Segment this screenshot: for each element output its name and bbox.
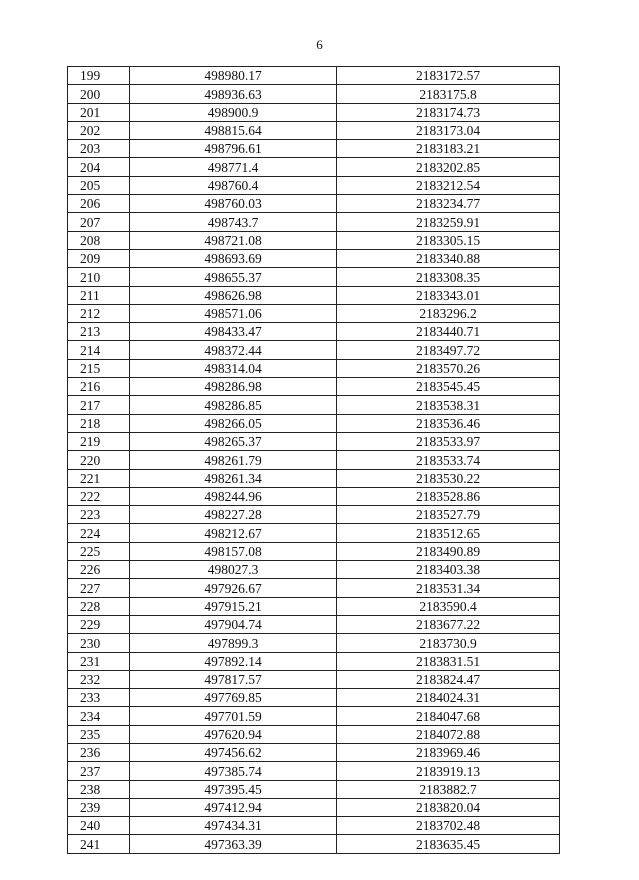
y-coordinate-cell: 2183533.74 [337,451,560,469]
row-number-cell: 235 [68,725,130,743]
row-number-cell: 226 [68,561,130,579]
table-row [68,396,560,414]
table-row [68,176,560,194]
table-row [68,487,560,505]
x-coordinate-cell: 497701.59 [130,707,337,725]
row-number-cell: 230 [68,634,130,652]
table-row [68,798,560,816]
y-coordinate-cell: 2183308.35 [337,268,560,286]
table-row [68,85,560,103]
table-row [68,725,560,743]
x-coordinate-cell: 497395.45 [130,780,337,798]
table-row [68,249,560,267]
y-coordinate-cell: 2183531.34 [337,579,560,597]
table-row [68,414,560,432]
y-coordinate-cell: 2183635.45 [337,835,560,853]
x-coordinate-cell: 498980.17 [130,67,337,85]
table-row [68,634,560,652]
table-row [68,67,560,85]
row-number-cell: 211 [68,286,130,304]
row-number-cell: 203 [68,140,130,158]
y-coordinate-cell: 2183831.51 [337,652,560,670]
x-coordinate-cell: 498286.85 [130,396,337,414]
y-coordinate-cell: 2183202.85 [337,158,560,176]
row-number-cell: 239 [68,798,130,816]
row-number-cell: 236 [68,743,130,761]
y-coordinate-cell: 2183296.2 [337,304,560,322]
y-coordinate-cell: 2184047.68 [337,707,560,725]
y-coordinate-cell: 2183545.45 [337,378,560,396]
row-number-cell: 209 [68,249,130,267]
row-number-cell: 205 [68,176,130,194]
x-coordinate-cell: 498261.79 [130,451,337,469]
row-number-cell: 208 [68,231,130,249]
table-row [68,378,560,396]
row-number-cell: 215 [68,359,130,377]
coordinates-table [67,66,560,854]
y-coordinate-cell: 2183440.71 [337,323,560,341]
x-coordinate-cell: 497769.85 [130,689,337,707]
table-row [68,103,560,121]
x-coordinate-cell: 497412.94 [130,798,337,816]
x-coordinate-cell: 498626.98 [130,286,337,304]
y-coordinate-cell: 2183175.8 [337,85,560,103]
row-number-cell: 240 [68,817,130,835]
row-number-cell: 238 [68,780,130,798]
row-number-cell: 232 [68,670,130,688]
x-coordinate-cell: 497892.14 [130,652,337,670]
row-number-cell: 227 [68,579,130,597]
row-number-cell: 225 [68,542,130,560]
y-coordinate-cell: 2183882.7 [337,780,560,798]
x-coordinate-cell: 498743.7 [130,213,337,231]
x-coordinate-cell: 498796.61 [130,140,337,158]
row-number-cell: 224 [68,524,130,542]
row-number-cell: 216 [68,378,130,396]
table-row [68,817,560,835]
table-row [68,652,560,670]
y-coordinate-cell: 2184072.88 [337,725,560,743]
x-coordinate-cell: 498655.37 [130,268,337,286]
y-coordinate-cell: 2183259.91 [337,213,560,231]
x-coordinate-cell: 498693.69 [130,249,337,267]
row-number-cell: 212 [68,304,130,322]
y-coordinate-cell: 2183820.04 [337,798,560,816]
x-coordinate-cell: 498212.67 [130,524,337,542]
row-number-cell: 219 [68,432,130,450]
y-coordinate-cell: 2183536.46 [337,414,560,432]
table-row [68,542,560,560]
table-row [68,780,560,798]
row-number-cell: 201 [68,103,130,121]
row-number-cell: 233 [68,689,130,707]
row-number-cell: 199 [68,67,130,85]
table-row [68,432,560,450]
y-coordinate-cell: 2183183.21 [337,140,560,158]
x-coordinate-cell: 498265.37 [130,432,337,450]
x-coordinate-cell: 498227.28 [130,506,337,524]
y-coordinate-cell: 2183173.04 [337,121,560,139]
y-coordinate-cell: 2183824.47 [337,670,560,688]
y-coordinate-cell: 2183234.77 [337,195,560,213]
page-number: 6 [316,37,323,52]
row-number-cell: 218 [68,414,130,432]
x-coordinate-cell: 498760.4 [130,176,337,194]
y-coordinate-cell: 2183305.15 [337,231,560,249]
row-number-cell: 222 [68,487,130,505]
y-coordinate-cell: 2183969.46 [337,743,560,761]
table-row [68,762,560,780]
x-coordinate-cell: 498157.08 [130,542,337,560]
x-coordinate-cell: 497385.74 [130,762,337,780]
y-coordinate-cell: 2183730.9 [337,634,560,652]
y-coordinate-cell: 2183512.65 [337,524,560,542]
table-row [68,286,560,304]
x-coordinate-cell: 497434.31 [130,817,337,835]
x-coordinate-cell: 497899.3 [130,634,337,652]
y-coordinate-cell: 2183490.89 [337,542,560,560]
table-row [68,469,560,487]
table-row [68,506,560,524]
x-coordinate-cell: 498027.3 [130,561,337,579]
y-coordinate-cell: 2183528.86 [337,487,560,505]
x-coordinate-cell: 498571.06 [130,304,337,322]
table-row [68,341,560,359]
y-coordinate-cell: 2183919.13 [337,762,560,780]
x-coordinate-cell: 497915.21 [130,597,337,615]
y-coordinate-cell: 2183533.97 [337,432,560,450]
y-coordinate-cell: 2183590.4 [337,597,560,615]
row-number-cell: 202 [68,121,130,139]
y-coordinate-cell: 2184024.31 [337,689,560,707]
x-coordinate-cell: 498815.64 [130,121,337,139]
row-number-cell: 207 [68,213,130,231]
x-coordinate-cell: 498936.63 [130,85,337,103]
y-coordinate-cell: 2183403.38 [337,561,560,579]
y-coordinate-cell: 2183172.57 [337,67,560,85]
table-row [68,268,560,286]
table-row [68,304,560,322]
row-number-cell: 220 [68,451,130,469]
table-row [68,579,560,597]
x-coordinate-cell: 498261.34 [130,469,337,487]
row-number-cell: 241 [68,835,130,853]
x-coordinate-cell: 497456.62 [130,743,337,761]
table-row [68,689,560,707]
row-number-cell: 221 [68,469,130,487]
x-coordinate-cell: 498721.08 [130,231,337,249]
row-number-cell: 200 [68,85,130,103]
x-coordinate-cell: 497363.39 [130,835,337,853]
x-coordinate-cell: 497620.94 [130,725,337,743]
row-number-cell: 229 [68,615,130,633]
table-row [68,597,560,615]
x-coordinate-cell: 497904.74 [130,615,337,633]
table-row [68,615,560,633]
row-number-cell: 223 [68,506,130,524]
x-coordinate-cell: 498266.05 [130,414,337,432]
y-coordinate-cell: 2183340.88 [337,249,560,267]
row-number-cell: 214 [68,341,130,359]
table-row [68,323,560,341]
y-coordinate-cell: 2183677.22 [337,615,560,633]
table-row [68,231,560,249]
row-number-cell: 234 [68,707,130,725]
y-coordinate-cell: 2183343.01 [337,286,560,304]
table-row [68,524,560,542]
x-coordinate-cell: 498244.96 [130,487,337,505]
x-coordinate-cell: 498314.04 [130,359,337,377]
table-row [68,213,560,231]
y-coordinate-cell: 2183570.26 [337,359,560,377]
row-number-cell: 237 [68,762,130,780]
x-coordinate-cell: 498286.98 [130,378,337,396]
row-number-cell: 217 [68,396,130,414]
x-coordinate-cell: 498433.47 [130,323,337,341]
row-number-cell: 228 [68,597,130,615]
table-row [68,359,560,377]
row-number-cell: 231 [68,652,130,670]
y-coordinate-cell: 2183527.79 [337,506,560,524]
x-coordinate-cell: 497817.57 [130,670,337,688]
table-row [68,451,560,469]
x-coordinate-cell: 497926.67 [130,579,337,597]
y-coordinate-cell: 2183538.31 [337,396,560,414]
y-coordinate-cell: 2183174.73 [337,103,560,121]
x-coordinate-cell: 498900.9 [130,103,337,121]
y-coordinate-cell: 2183530.22 [337,469,560,487]
row-number-cell: 204 [68,158,130,176]
x-coordinate-cell: 498760.03 [130,195,337,213]
table-row [68,670,560,688]
row-number-cell: 206 [68,195,130,213]
table-row [68,121,560,139]
y-coordinate-cell: 2183212.54 [337,176,560,194]
table-row [68,707,560,725]
row-number-cell: 210 [68,268,130,286]
table-row [68,835,560,853]
table-row [68,195,560,213]
table-row [68,158,560,176]
x-coordinate-cell: 498372.44 [130,341,337,359]
y-coordinate-cell: 2183497.72 [337,341,560,359]
y-coordinate-cell: 2183702.48 [337,817,560,835]
table-row [68,561,560,579]
table-row [68,743,560,761]
table-row [68,140,560,158]
coordinates-table-body [68,67,560,854]
row-number-cell: 213 [68,323,130,341]
x-coordinate-cell: 498771.4 [130,158,337,176]
